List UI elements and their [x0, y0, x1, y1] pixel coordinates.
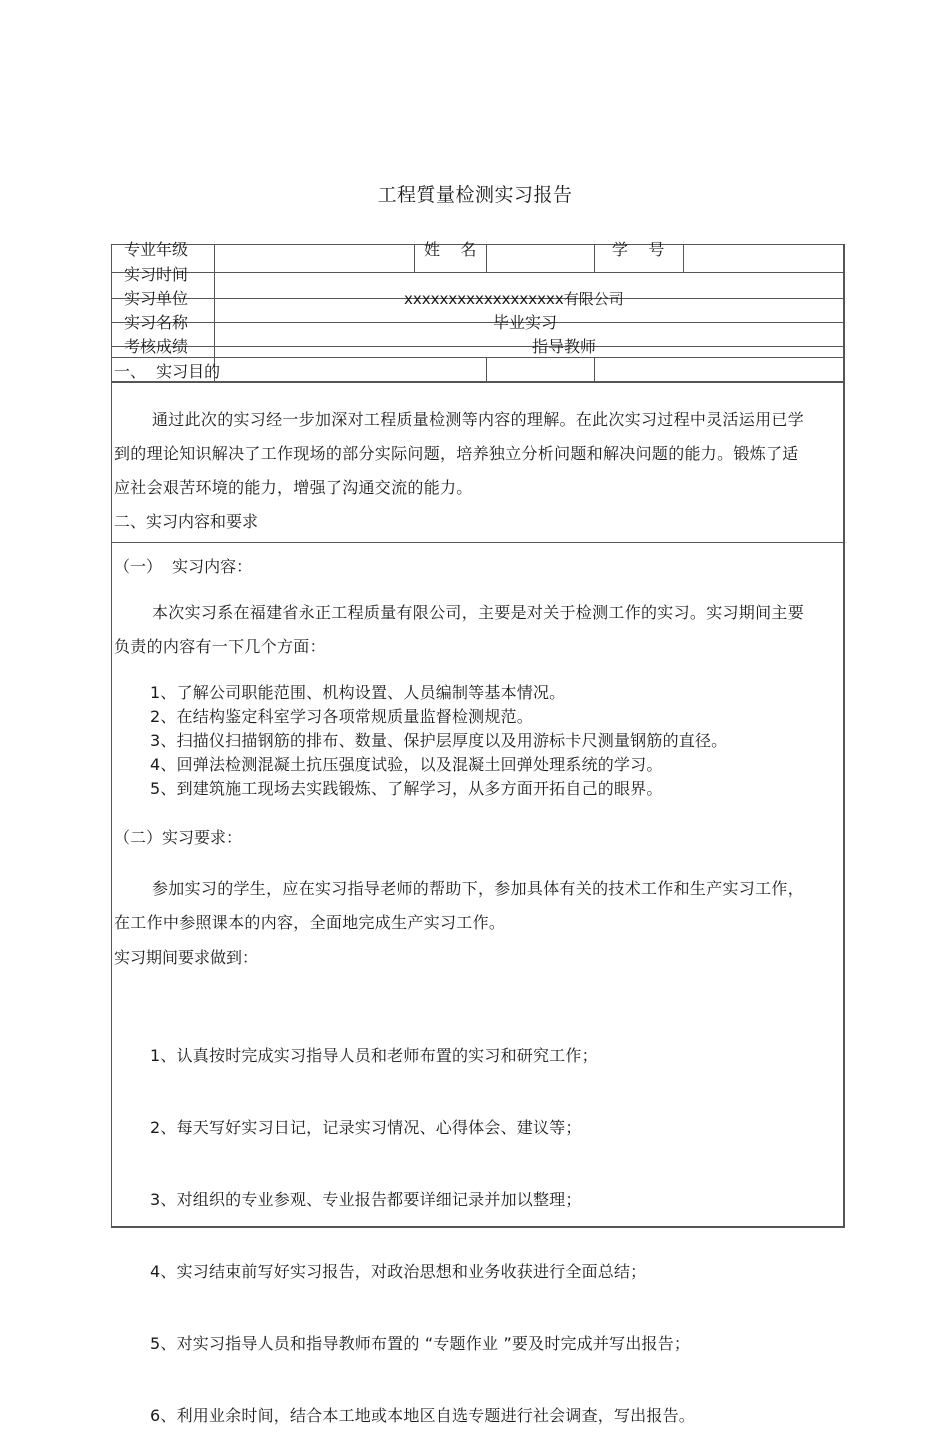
document-title: 工程質量检测实习报告: [377, 184, 573, 206]
period-label: 实习时间: [124, 265, 189, 284]
requirements-lead: 实习期间要求做到：: [114, 948, 259, 967]
list-item: 3、扫描仪扫描钢筋的排布、数量、保护层厚度以及用游标卡尺测量钢筋的直径。: [150, 731, 728, 750]
list-item: 4、回弹法检测混凝土抗压强度试验，以及混凝土回弹处理系统的学习。: [150, 755, 663, 774]
section1-heading: 一、 实习目的: [114, 362, 221, 381]
internship-name-label: 实习名称: [124, 313, 189, 332]
name-label: 姓 名: [424, 240, 477, 259]
list-item: 2、每天写好实习日记，记录实习情况、心得体会、建议等；: [150, 1118, 582, 1137]
requirements-list: [150, 996, 695, 1452]
content-intro: 本次实习系在福建省永正工程质量有限公司，主要是对关于检测工作的实习。实习期间主要负责的内容有一下几个方面：: [114, 603, 805, 656]
section1-paragraph: 通过此次的实习经一步加深对工程质量检测等内容的理解。在此次实习过程中灵活运用已学到的理论知识解决了工作现场的部分实际问题，培养独立分析问题和解决问题的能力。锻炼了适应社会艰苦环境的能力，增强了沟通交流的能力。: [114, 410, 805, 497]
score-label: 考核成绩: [124, 337, 189, 356]
requirements-intro: 参加实习的学生，应在实习指导老师的帮助下，参加具体有关的技术工作和生产实习工作，在工作中参照课本的内容，全面地完成生产实习工作。: [114, 879, 805, 932]
content-heading: （一） 实习内容：: [114, 557, 253, 576]
student-no-label: 学 号: [612, 240, 665, 259]
list-item: 1、了解公司职能范围、机构设置、人员编制等基本情况。: [150, 683, 566, 702]
list-item: 6、利用业余时间，结合本工地或本地区自选专题进行社会调查，写出报告。: [150, 1406, 695, 1425]
unit-value: xxxxxxxxxxxxxxxxxx有限公司: [404, 290, 624, 308]
unit-label: 实习单位: [124, 289, 189, 308]
list-item: 4、实习结束前写好实习报告，对政治思想和业务收获进行全面总结；: [150, 1262, 647, 1281]
advisor-label: 指导教师: [532, 337, 597, 356]
list-item: 1、认真按时完成实习指导人员和老师布置的实习和研究工作；: [150, 1046, 598, 1065]
list-item: 5、到建筑施工现场去实践锻炼、了解学习，从多方面开拓自己的眼界。: [150, 779, 663, 798]
section2-heading: 二、实习内容和要求: [114, 512, 259, 531]
content-list: [150, 681, 727, 801]
list-item: 5、对实习指导人员和指导教师布置的 “专题作业 ”要及时完成并写出报告；: [150, 1334, 691, 1353]
list-item: 3、对组织的专业参观、专业报告都要详细记录并加以整理；: [150, 1190, 582, 1209]
list-item: 2、在结构鉴定科室学习各项常规质量监督检测规范。: [150, 707, 533, 726]
requirements-heading: （二）实习要求：: [114, 828, 243, 847]
internship-name-value: 毕业实习: [493, 313, 558, 332]
major-label: 专业年级: [124, 240, 189, 259]
